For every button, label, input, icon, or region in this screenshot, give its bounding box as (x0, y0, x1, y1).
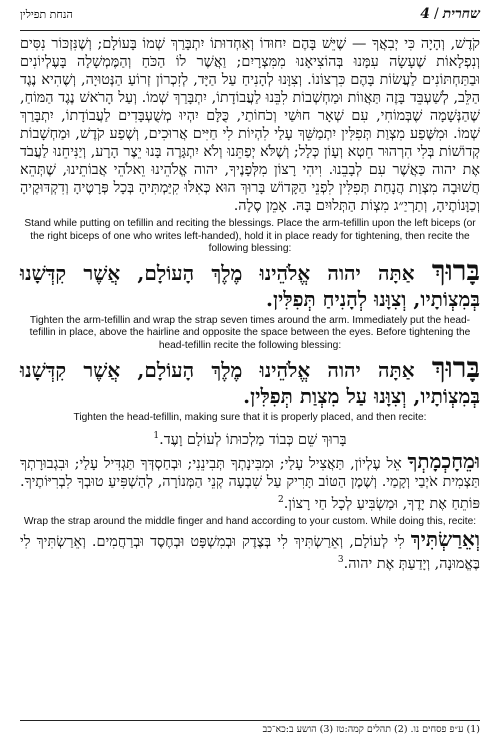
blessing-2-text: אַתָּה יהוה אֱלֹהֵינוּ מֶלֶךְ הָעוֹלָם, אֲשֶׁר קִדְּשָׁנוּ בְּמִצְוֹתָיו, וְצִוָּנוּ עַל מִצְוַת תְּפִלִּין. (20, 357, 480, 408)
instruction-head-tefillin: Tighten the arm-tefillin and wrap the strap seven times around the arm. Immediately put the head-tefillin in place, above the hairline and opposite the space between the eyes. Before tightening the head-tefillin recite the following blessing: (29, 314, 471, 351)
section-title: הנחת תפילין (20, 8, 73, 21)
umeichochmascha-paragraph (20, 448, 481, 513)
footnote-divider (20, 720, 480, 721)
baruch-shem-text: בָּרוּךְ שֵׁם כְּבוֹד מַלְכוּתוֹ לְעוֹלָם וָעֶד. (159, 431, 347, 448)
blessing-head-tefillin (20, 350, 480, 409)
blessing-1-text: אַתָּה יהוה אֱלֹהֵינוּ מֶלֶךְ הָעוֹלָם, אֲשֶׁר קִדְּשָׁנוּ בְּמִצְוֹתָיו, וְצִוָּנוּ לְהָנִיחַ תְּפִלִּין. (20, 260, 480, 311)
service-name: שחרית (442, 6, 480, 22)
umeichochmascha-text: אֵל עֶלְיוֹן, תַּאֲצִיל עָלַי; וּמִבִּינָתְךָ תְּבִינֵנִי; וּבְחַסְדְּךָ תַּגְדִּיל עָלַי; וּבִגְבוּרָתְךָ תַּצְמִית אֹיְבַי וְקָמַי. וְשֶׁמֶן הַטּוֹב תָּרִיק עַל שִׁבְעָה קְנֵי הַמְּנוֹרָה, לְהַשְׁפִּיעַ טוּבְךָ לִבְרִיּוֹתֶיךָ. פּוֹתֵחַ אֶת יָדֶךָ, וּמַשְׂבִּיעַ לְכָל חַי רָצוֹן. (20, 455, 480, 512)
blessing-1-lead-word: בָּרוּךְ (431, 253, 480, 287)
veirastich-text: לִי לְעוֹלָם, וְאֵרַשְׂתִּיךְ לִי בְּצֶדֶק וּבְמִשְׁפָּט וּבְחֶסֶד וּבְרַחֲמִים. וְאֵרַשְׂתִּיךְ לִי בֶּאֱמוּנָה, וְיָדַעַתְּ אֶת יהוה. (20, 534, 480, 573)
umeichochmascha-lead-word: וּמֵחָכְמָתְךָ (407, 448, 481, 473)
footnote-marker-1: 1 (153, 431, 160, 442)
footnote-marker-3: 3 (337, 555, 344, 566)
footnote-marker-2: 2 (277, 494, 284, 505)
blessing-arm-tefillin (20, 253, 480, 312)
page-number-and-service (420, 6, 480, 23)
page-number: 4 (420, 6, 430, 22)
veirastich-lead-word: וְאֵרַשְׂתִּיךְ (410, 527, 480, 552)
header-separator: / (433, 6, 439, 22)
instruction-arm-tefillin: Stand while putting on tefillin and reciting the blessings. Place the arm-tefillin upon the left biceps (or the right biceps of one who writes left-handed), hold it in place ready for tightening, then recite the following blessing: (24, 218, 476, 255)
blessing-2-lead-word: בָּרוּךְ (431, 350, 480, 384)
page-header (20, 6, 480, 31)
baruch-shem-line (20, 426, 480, 450)
instruction-wrap-finger: Wrap the strap around the middle finger and hand according to your custom. While doing this, recite: (23, 515, 477, 527)
footnotes: (1) ע״פ פסחים נו. (2) תהלים קמה:טז (3) הושע ב:כא־כב (262, 724, 480, 735)
veirastich-paragraph (20, 527, 480, 573)
instruction-tighten-head: Tighten the head-tefillin, making sure that it is properly placed, and then recite: (73, 411, 427, 423)
intro-prayer-text: קֹדֶשׁ, וְהָיָה כִּי יְבִאֲךָ — שֶׁיֵּשׁ בָּהֶם יִחוּדוֹ וְאַחְדוּתוֹ יִתְבָּרַךְ שְׁמוֹ בָּעוֹלָם; וְשֶׁנִּזְכּוֹר נִסִּים וְנִפְלָאוֹת שֶׁעָשָׂה עִמָּנוּ בְּהוֹצִיאָנוּ מִמִּצְרָיִם; וַאֲשֶׁר לוֹ הַכֹּחַ וְהַמֶּמְשָׁלָה בָּעֶלְיוֹנִים וּבַתַּחְתּוֹנִים לַעֲשׂוֹת בָּהֶם כִּרְצוֹנוֹ. וְצִוָּנוּ לְהָנִיחַ עַל הַיָּד, לְזִכְרוֹן זְרוֹעַ הַנְּטוּיָה, וְשֶׁהִיא נֶגֶד הַלֵּב, לְשַׁעְבֵּד בָּזֶה תַּאֲווֹת וּמַחְשְׁבוֹת לִבֵּנוּ לַעֲבוֹדָתוֹ, יִתְבָּרַךְ שְׁמוֹ. וְעַל הָרֹאשׁ נֶגֶד הַמּוֹחַ, שֶׁהַנְּשָׁמָה שֶׁבְּמוֹחִי, עִם שְׁאָר חוּשַׁי וְכֹחוֹתַי, כֻּלָּם יִהְיוּ מְשֻׁעְבָּדִים לַעֲבוֹדָתוֹ, יִתְבָּרַךְ שְׁמוֹ. וּמִשֶּׁפַע מִצְוַת תְּפִלִּין יִתְמַשֵּׁךְ עָלַי לִהְיוֹת לִי חַיִּים אֲרוּכִים, וְשֶׁפַע קֹדֶשׁ, וּמַחְשָׁבוֹת קְדוֹשׁוֹת בְּלִי הִרְהוּר חֵטְא וְעָוֹן כְּלָל; וְשֶׁלֹּא יְפַתֵּנוּ וְלֹא יִתְגָּרֶה בָּנוּ יֵצֶר הָרָע, וְיַנִּיחֵנוּ לַעֲבֹד אֶת יהוה כַּאֲשֶׁר עִם לְבָבֵנוּ. וִיהִי רָצוֹן מִלְּפָנֶיךָ, יהוה אֱלֹהֵינוּ וֵאלֹהֵי אֲבוֹתֵינוּ, שֶׁתְּהֵא חֲשׁוּבָה מִצְוַת הֲנָחַת תְּפִלִּין לִפְנֵי הַקָּדוֹשׁ בָּרוּךְ הוּא כְּאִלּוּ קִיַּמְתִּיהָ בְּכָל פְּרָטֶיהָ וְדִקְדּוּקֶיהָ וְכַוָּנוֹתֶיהָ, וְתַרְיַ״ג מִצְוֹת הַתְּלוּיִם בָּהּ. אָמֵן סֶלָה. (20, 36, 480, 214)
